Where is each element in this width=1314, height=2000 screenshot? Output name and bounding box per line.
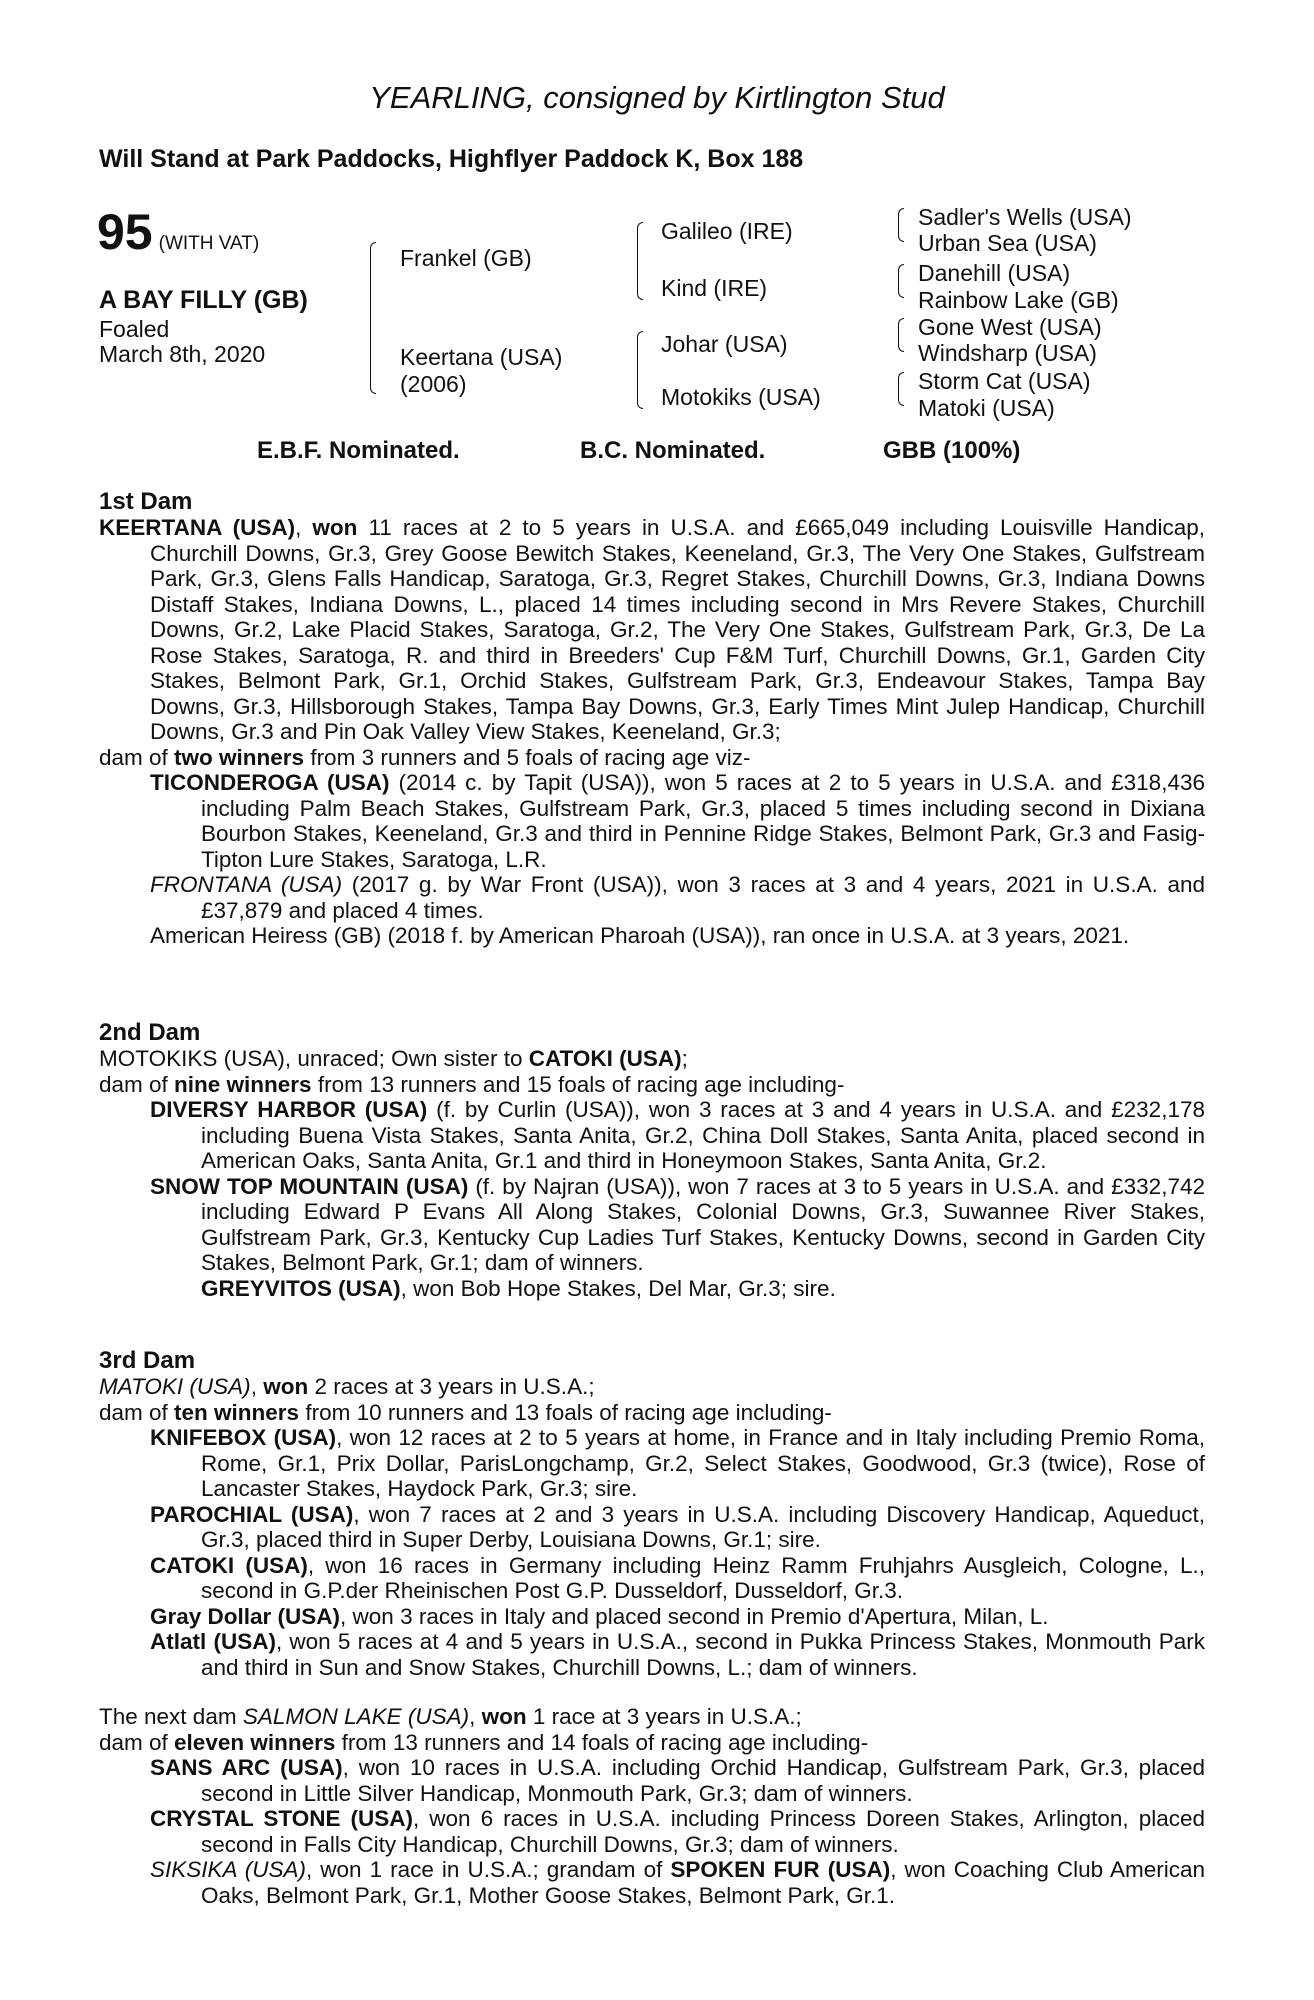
produce-text: , won 3 races in Italy and placed second in Premio d'Apertura, Milan, L. — [340, 1603, 1049, 1629]
dam-of-label: dam of — [99, 1729, 175, 1755]
produce-text: , won 10 races in U.S.A. including Orchid Handicap, Gulfstream Park, Gr.3, placed second in Little Silver Handicap, Monmouth Park, Gr.3; dam of winners. — [201, 1755, 1205, 1806]
pedigree-ggp-3: Danehill (USA) — [918, 260, 1071, 286]
next-dam-name: SALMON LAKE (USA) — [242, 1704, 470, 1729]
third-dam-record-text: 2 races at 3 years in U.S.A.; — [308, 1374, 595, 1399]
grand-produce-entry — [201, 1276, 1205, 1302]
third-dam-heading: 3rd Dam — [99, 1347, 196, 1374]
ebf-nomination: E.B.F. Nominated. — [257, 437, 460, 464]
first-dam-record: KEERTANA (USA), won 11 races at 2 to 5 years in U.S.A. and £665,049 including Louisville Handicap, Churchill Downs, Gr.3, Grey Goose Bewitch Stakes, Keeneland, Gr.3, The Very One Stakes, Gulfstream Park, Gr.3, Glens Falls Handicap, Saratoga, Gr.3, Regret Stakes, Churchill Downs, Gr.3, Indiana Downs Distaff Stakes, Indiana Downs, L., placed 14 times including second in Mrs Revere Stakes, Churchill Downs, Gr.2, Lake Placid Stakes, Saratoga, Gr.2, The Very One Stakes, Gulfstream Park, Gr.3, De La Rose Stakes, Saratoga, R. and third in Breeders' Cup F&M Turf, Churchill Downs, Gr.1, Garden City Stakes, Belmont Park, Gr.1, Orchid Stakes, Gulfstream Park, Gr.3, Endeavour Stakes, Tampa Bay Downs, Gr.3, Hillsborough Stakes, Tampa Bay Downs, Gr.3, Early Times Mint Julep Handicap, Churchill Downs, Gr.3 and Pin Oak Valley View Stakes, Keeneland, Gr.3; — [99, 515, 1205, 744]
produce-text: , won 1 race in U.S.A.; grandam of — [305, 1857, 671, 1882]
dam-of-detail: from 13 runners and 15 foals of racing age including- — [311, 1071, 845, 1097]
pedigree-ggp-6: Windsharp (USA) — [918, 340, 1097, 366]
first-dam-won: won — [312, 515, 358, 540]
pedigree-dam: Keertana (USA) — [400, 344, 563, 370]
third-dam-record: MATOKI (USA), won 2 races at 3 years in U.S.A.; — [99, 1374, 595, 1399]
dam-of-label: dam of — [99, 1399, 175, 1425]
next-dam-record-text: 1 race at 3 years in U.S.A.; — [526, 1704, 802, 1729]
pedigree-brace-g4 — [898, 372, 904, 406]
produce-name: PAROCHIAL (USA) — [150, 1501, 354, 1527]
pedigree-ggp-1: Sadler's Wells (USA) — [918, 204, 1132, 230]
dam-of-detail: from 10 runners and 13 foals of racing age including- — [299, 1399, 832, 1425]
produce-entry — [150, 1857, 1205, 1908]
next-dam-won: won — [481, 1704, 527, 1729]
foaled-label: Foaled — [99, 316, 170, 342]
produce-entry — [150, 923, 1205, 949]
dam-of-detail: from 13 runners and 14 foals of racing age including- — [335, 1729, 869, 1755]
produce-name: SIKSIKA (USA) — [150, 1857, 306, 1882]
produce-name: SANS ARC (USA) — [150, 1755, 343, 1780]
produce-entry — [150, 1425, 1205, 1502]
pedigree-dam-sire: Johar (USA) — [661, 331, 788, 357]
dam-of-detail: from 3 runners and 5 foals of racing age viz- — [304, 744, 751, 770]
pedigree-ggp-5: Gone West (USA) — [918, 314, 1102, 340]
produce-entry — [150, 872, 1205, 923]
produce-text: (2014 c. by Tapit (USA)), won 5 races at 2 to 5 years in U.S.A. and £318,436 including Palm Beach Stakes, Gulfstream Park, Gr.3, placed 5 times including second in Dixiana Bourbon Stakes, Keeneland, Gr.3 and third in Pennine Ridge Stakes, Belmont Park, Gr.3 and Fasig-Tipton Lure Stakes, Saratoga, L.R. — [201, 770, 1205, 872]
consignment-line: YEARLING, consigned by Kirtlington Stud — [369, 80, 945, 115]
pedigree-brace-g2 — [898, 264, 904, 298]
second-dam-intro-text: MOTOKIKS (USA), unraced; Own sister to — [99, 1046, 529, 1071]
produce-text: , won 12 races at 2 to 5 years at home, in France and in Italy including Premio Roma, Rome, Gr.1, Prix Dollar, ParisLongchamp, Gr.2, Select Stakes, Goodwood, Gr.3 (twice), Rose of Lancaster Stakes, Haydock Park, Gr.3; sire. — [201, 1425, 1206, 1501]
grand-produce-text: , won Bob Hope Stakes, Del Mar, Gr.3; sire. — [400, 1275, 836, 1301]
lot-number: 95 — [97, 204, 153, 260]
third-dam-name: MATOKI (USA) — [99, 1374, 251, 1399]
second-dam-winners: nine winners — [174, 1071, 312, 1097]
pedigree-brace-g3 — [898, 318, 904, 352]
pedigree-ggp-4: Rainbow Lake (GB) — [918, 287, 1119, 313]
own-sister-name: CATOKI (USA) — [528, 1046, 682, 1071]
first-dam-winners: two winners — [174, 744, 305, 770]
next-dam-winners: eleven winners — [174, 1729, 336, 1755]
third-dam-won: won — [263, 1374, 309, 1399]
pedigree-brace-main — [370, 242, 376, 394]
produce-text: , won 16 races in Germany including Heinz Ramm Fruhjahrs Ausgleich, Cologne, L., second in G.P.der Rheinischen Post G.P. Dusseldorf, Dusseldorf, Gr.3. — [201, 1552, 1205, 1603]
first-dam-heading: 1st Dam — [99, 488, 193, 515]
grand-produce-name: GREYVITOS (USA) — [201, 1275, 401, 1301]
pedigree-brace-dam — [637, 331, 643, 409]
pedigree-sire-sire: Galileo (IRE) — [661, 218, 793, 244]
first-dam-section — [99, 489, 1205, 949]
pedigree-dam-year: (2006) — [400, 371, 467, 397]
produce-name: Gray Dollar (USA) — [150, 1603, 341, 1629]
next-dam-record: The next dam SALMON LAKE (USA), won 1 race at 3 years in U.S.A.; — [99, 1704, 802, 1729]
pedigree-sire-dam: Kind (IRE) — [661, 275, 768, 301]
dam-of-label: dam of — [99, 1071, 175, 1097]
pedigree-ggp-8: Matoki (USA) — [918, 395, 1055, 421]
produce-name: FRONTANA (USA) — [150, 872, 343, 897]
bc-nomination: B.C. Nominated. — [580, 437, 766, 464]
produce-text: , won 5 races at 4 and 5 years in U.S.A., second in Pukka Princess Stakes, Monmouth Park and third in Sun and Snow Stakes, Churchill Downs, L.; dam of winners. — [201, 1629, 1205, 1680]
next-dam-section — [99, 1704, 1205, 1908]
dam-of-label: dam of — [99, 744, 175, 770]
produce-name: Atlatl (USA) — [150, 1629, 276, 1654]
next-dam-intro: The next dam — [99, 1704, 243, 1729]
produce-name: TICONDEROGA (USA) — [150, 770, 390, 795]
produce-entry — [150, 1174, 1205, 1276]
produce-entry — [150, 1604, 1205, 1630]
first-dam-name: KEERTANA (USA) — [99, 515, 296, 540]
produce-text: (f. by Curlin (USA)), won 3 races at 3 and 4 years in U.S.A. and £232,178 including Buena Vista Stakes, Santa Anita, Gr.2, China Doll Stakes, Santa Anita, placed second in American Oaks, Santa Anita, Gr.1 and third in Honeymoon Stakes, Santa Anita, Gr.2. — [201, 1097, 1205, 1173]
second-dam-produce-summary — [99, 1072, 1205, 1098]
horse-name: A BAY FILLY (GB) — [99, 286, 308, 314]
produce-entry — [150, 1629, 1205, 1680]
second-dam-section — [99, 1020, 1205, 1301]
produce-entry — [150, 1097, 1205, 1174]
produce-text: (2017 g. by War Front (USA)), won 3 races at 3 and 4 years, 2021 in U.S.A. and £37,879 and placed 4 times. — [201, 872, 1205, 923]
pedigree-dam-dam: Motokiks (USA) — [661, 384, 821, 410]
lot-header — [97, 203, 259, 261]
pedigree-sire: Frankel (GB) — [400, 245, 532, 271]
produce-entry — [150, 770, 1205, 872]
vat-note: (WITH VAT) — [158, 233, 260, 254]
produce-entry — [150, 1553, 1205, 1604]
produce-text: (f. by Najran (USA)), won 7 races at 3 to 5 years in U.S.A. and £332,742 including Edward P Evans All Along Stakes, Colonial Downs, Gr.3, Suwannee River Stakes, Gulfstream Park, Gr.3, Kentucky Cup Ladies Turf Stakes, Kentucky Downs, second in Garden City Stakes, Belmont Park, Gr.1; dam of winners. — [201, 1173, 1205, 1275]
next-dam-produce-summary — [99, 1730, 1205, 1756]
produce-name: American Heiress (GB) — [150, 923, 382, 948]
third-dam-section — [99, 1348, 1205, 1680]
produce-text: , won 7 races at 2 and 3 years in U.S.A. including Discovery Handicap, Aqueduct, Gr.3, placed third in Super Derby, Louisiana Downs, Gr.1; sire. — [201, 1501, 1205, 1552]
produce-name: CRYSTAL STONE (USA) — [150, 1806, 413, 1831]
produce-entry — [150, 1755, 1205, 1806]
produce-name: CATOKI (USA) — [150, 1552, 308, 1578]
pedigree-ggp-2: Urban Sea (USA) — [918, 230, 1097, 256]
produce-name: KNIFEBOX (USA) — [150, 1425, 337, 1450]
produce-entry — [150, 1502, 1205, 1553]
stand-location: Will Stand at Park Paddocks, Highflyer Paddock K, Box 188 — [99, 145, 804, 173]
third-dam-produce-summary — [99, 1400, 1205, 1426]
gbb-rating: GBB (100%) — [883, 437, 1021, 464]
first-dam-record-text: 11 races at 2 to 5 years in U.S.A. and £665,049 including Louisville Handicap, Churchill Downs, Gr.3, Grey Goose Bewitch Stakes, Keeneland, Gr.3, The Very One Stakes, Gulfstream Park, Gr.3, Glens Falls Handicap, Saratoga, Gr.3, Regret Stakes, Churchill Downs, Gr.3, Indiana Downs Distaff Stakes, Indiana Downs, L., placed 14 times including second in Mrs Revere Stakes, Churchill Downs, Gr.2, Lake Placid Stakes, Saratoga, Gr.2, The Very One Stakes, Gulfstream Park, Gr.3, De La Rose Stakes, Saratoga, R. and third in Breeders' Cup F&M Turf, Churchill Downs, Gr.1, Garden City Stakes, Belmont Park, Gr.1, Orchid Stakes, Gulfstream Park, Gr.3, Endeavour Stakes, Tampa Bay Downs, Gr.3, Hillsborough Stakes, Tampa Bay Downs, Gr.3, Early Times Mint Julep Handicap, Churchill Downs, Gr.3 and Pin Oak Valley View Stakes, Keeneland, Gr.3; — [150, 515, 1205, 744]
first-dam-produce-summary — [99, 745, 1205, 771]
produce-text: (2018 f. by American Pharoah (USA)), ran once in U.S.A. at 3 years, 2021. — [381, 923, 1130, 948]
pedigree-brace-sire — [637, 222, 643, 300]
grand-produce-name: SPOKEN FUR (USA) — [670, 1857, 891, 1882]
pedigree-ggp-7: Storm Cat (USA) — [918, 368, 1091, 394]
produce-entry — [150, 1806, 1205, 1857]
foaled-date: March 8th, 2020 — [99, 341, 266, 367]
second-dam-intro: MOTOKIKS (USA), unraced; Own sister to CATOKI (USA); — [99, 1046, 688, 1071]
third-dam-winners: ten winners — [174, 1399, 300, 1425]
produce-text: , won 6 races in U.S.A. including Princess Doreen Stakes, Arlington, placed second in Falls City Handicap, Churchill Downs, Gr.3; dam of winners. — [201, 1806, 1205, 1857]
produce-name: DIVERSY HARBOR (USA) — [150, 1097, 428, 1122]
pedigree-brace-g1 — [898, 208, 904, 242]
produce-name: SNOW TOP MOUNTAIN (USA) — [150, 1173, 469, 1199]
grand-produce-text: , won Coaching Club American Oaks, Belmont Park, Gr.1, Mother Goose Stakes, Belmont Park, Gr.1. — [201, 1857, 1205, 1908]
second-dam-heading: 2nd Dam — [99, 1019, 201, 1046]
